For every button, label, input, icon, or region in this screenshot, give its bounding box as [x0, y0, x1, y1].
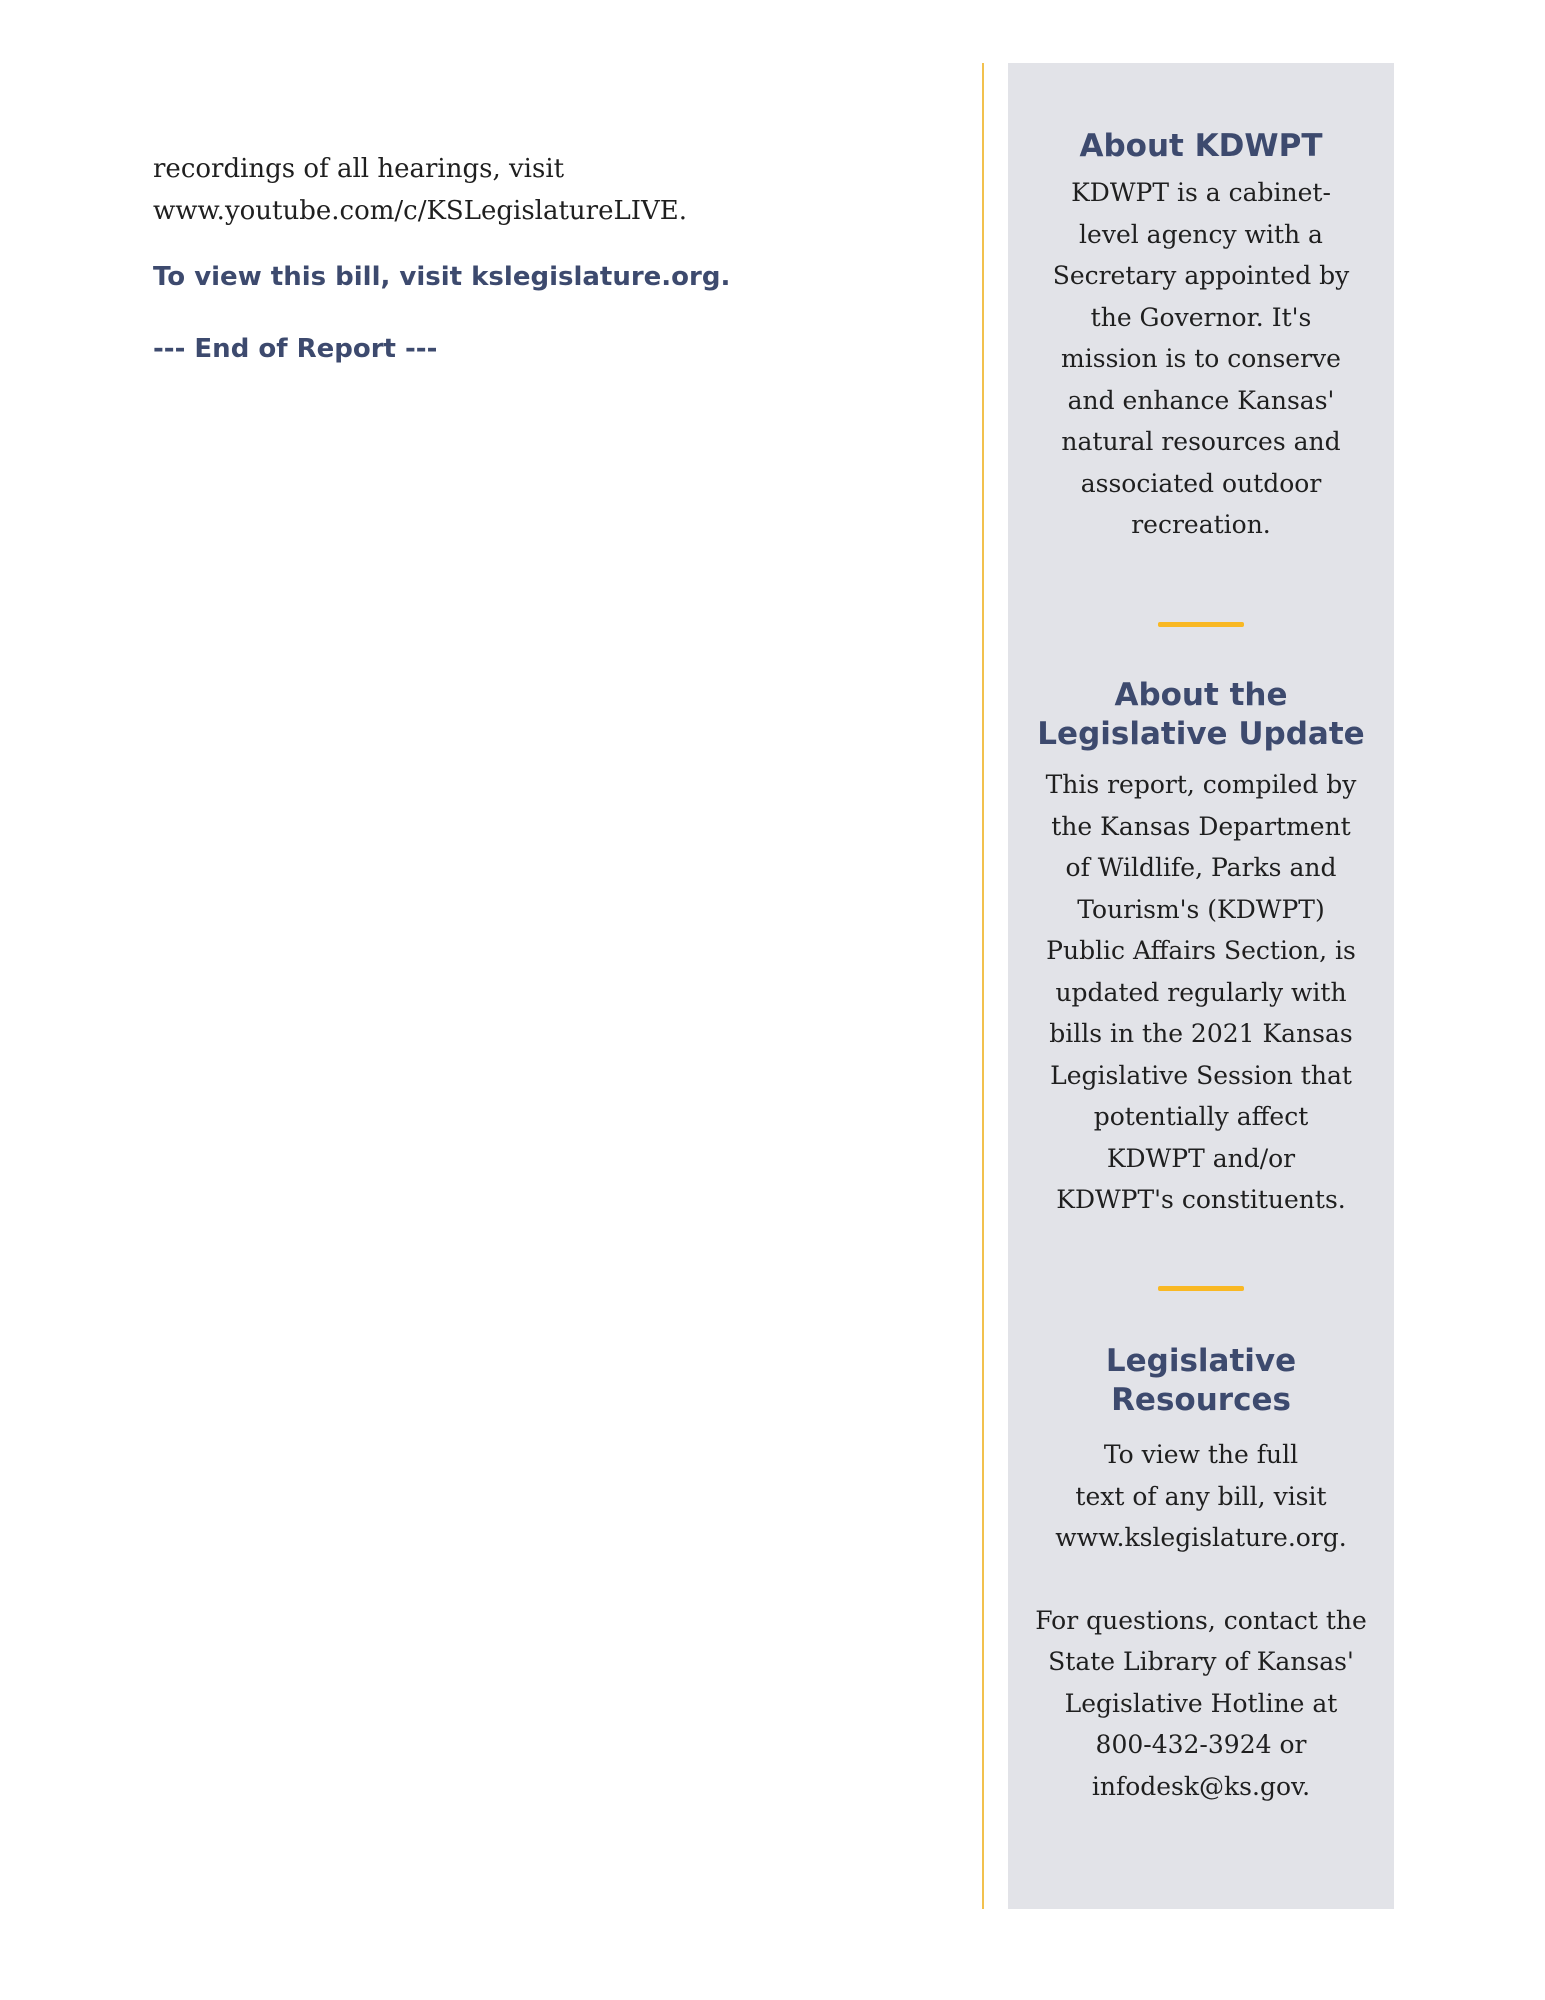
- hotline-phone[interactable]: 800-432-3924 or: [1095, 1730, 1307, 1759]
- infodesk-email-link[interactable]: infodesk@ks.gov.: [1091, 1771, 1311, 1801]
- text-line: State Library of Kansas': [1048, 1647, 1354, 1676]
- about-kdwpt-heading: About KDWPT: [1079, 128, 1323, 164]
- heading-line: About the: [1114, 677, 1288, 713]
- text-line: KDWPT's constituents.: [1056, 1185, 1346, 1214]
- about-update-text: [1008, 764, 1394, 1221]
- about-update-section: [1008, 676, 1394, 1221]
- text-line: Legislative Session that: [1050, 1060, 1352, 1090]
- heading-line: Resources: [1111, 1382, 1291, 1418]
- heading-line: Legislative: [1105, 1343, 1297, 1379]
- text-line: mission is to conserve: [1061, 344, 1341, 373]
- heading-line: Legislative Update: [1037, 716, 1365, 752]
- resources-heading: [1008, 1342, 1394, 1420]
- vertical-divider: [982, 63, 984, 1909]
- resources-contact-text: [1008, 1600, 1394, 1808]
- paragraph-line: recordings of all hearings, visit: [153, 154, 565, 184]
- text-line: level agency with a: [1079, 219, 1323, 249]
- text-line: To view the full: [1103, 1440, 1299, 1469]
- text-line: Secretary appointed by: [1052, 261, 1350, 290]
- text-line: Tourism's (KDWPT): [1077, 894, 1325, 924]
- about-kdwpt-section: [1008, 127, 1394, 546]
- hearings-paragraph: [153, 148, 953, 232]
- text-line: This report, compiled by: [1045, 770, 1357, 799]
- resources-section: [1008, 1342, 1394, 1807]
- text-line: updated regularly with: [1055, 977, 1347, 1007]
- accent-divider: [1158, 1286, 1244, 1291]
- sidebar: [1008, 63, 1394, 1909]
- text-line: For questions, contact the: [1035, 1605, 1367, 1635]
- view-bill-link[interactable]: To view this bill, visit kslegislature.org.: [153, 262, 731, 292]
- text-line: natural resources and: [1061, 427, 1341, 456]
- text-line: bills in the 2021 Kansas: [1049, 1019, 1353, 1048]
- text-line: associated outdoor: [1080, 468, 1322, 498]
- text-line: of Wildlife, Parks and: [1065, 853, 1337, 882]
- accent-divider: [1158, 622, 1244, 627]
- text-line: text of any bill, visit: [1075, 1481, 1327, 1511]
- text-line: KDWPT is a cabinet-: [1071, 178, 1331, 207]
- text-line: potentially affect: [1093, 1102, 1309, 1131]
- text-line: recreation.: [1131, 510, 1271, 539]
- end-of-report: --- End of Report ---: [153, 334, 438, 364]
- text-line: KDWPT and/or: [1106, 1143, 1296, 1173]
- youtube-link[interactable]: www.youtube.com/c/KSLegislatureLIVE.: [153, 196, 688, 226]
- kslegislature-link[interactable]: www.kslegislature.org.: [1055, 1523, 1347, 1552]
- text-line: Legislative Hotline at: [1064, 1688, 1338, 1718]
- about-update-heading: [1008, 676, 1394, 754]
- about-kdwpt-text: [1008, 172, 1394, 546]
- resources-view-text: [1008, 1434, 1394, 1559]
- text-line: Public Affairs Section, is: [1046, 936, 1356, 965]
- text-line: the Governor. It's: [1090, 302, 1312, 332]
- text-line: and enhance Kansas': [1067, 385, 1335, 415]
- main-column: [153, 148, 953, 366]
- text-line: the Kansas Department: [1051, 811, 1351, 841]
